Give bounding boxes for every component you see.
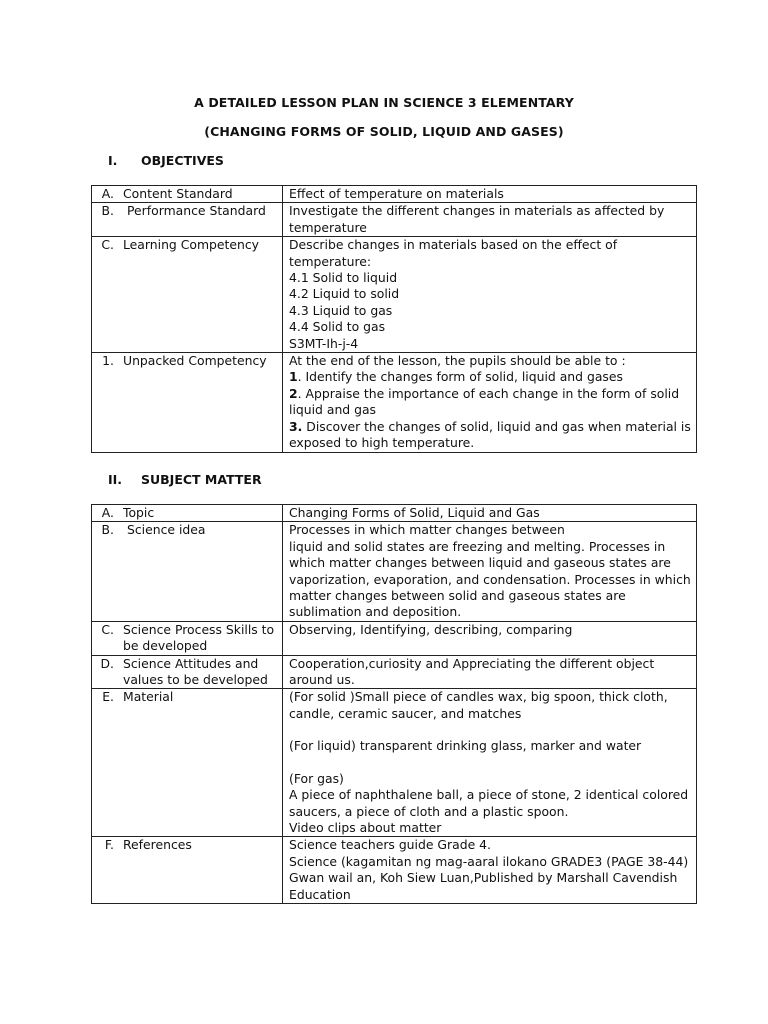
item-number: 1 — [289, 369, 298, 385]
reference-item: Science (kagamitan ng mag-aaral ilokano GRADE3 (PAGE 38-44) — [289, 853, 689, 869]
row-label: Learning Competency — [123, 237, 260, 253]
row-value: Cooperation,curiosity and Appreciating the different object around us. — [283, 655, 697, 689]
row-letter: A. — [101, 505, 114, 520]
table-row — [92, 522, 697, 621]
row-label: Performance Standard — [127, 203, 266, 219]
table-row — [92, 237, 697, 353]
table-row — [92, 837, 697, 904]
section-title: OBJECTIVES — [141, 153, 224, 168]
reference-item: Science teachers guide Grade 4. — [289, 837, 491, 853]
materials-solid: (For solid )Small piece of candles wax, big spoon, thick cloth, candle, ceramic saucer, and matches — [289, 689, 668, 721]
row-letter: A. — [101, 186, 114, 201]
competency-line: 4.1 Solid to liquid — [289, 270, 398, 286]
materials-list — [283, 689, 697, 837]
row-value: Observing, Identifying, describing, comparing — [283, 621, 697, 655]
objectives-table — [91, 185, 697, 453]
competency-line: 4.3 Liquid to gas — [289, 302, 393, 318]
materials-gas: A piece of naphthalene ball, a piece of stone, 2 identical colored saucers, a piece of cloth and a plastic spoon. — [289, 787, 689, 819]
table-row — [92, 621, 697, 655]
table-row — [92, 655, 697, 689]
science-idea-text — [283, 522, 697, 621]
reference-item: Gwan wail an, Koh Siew Luan,Published by Marshall Cavendish Education — [289, 870, 678, 902]
section-title: SUBJECT MATTER — [141, 472, 262, 487]
row-letter: D. — [100, 655, 114, 671]
materials-video: Video clips about matter — [289, 819, 442, 835]
materials-liquid: (For liquid) transparent drinking glass, marker and water — [289, 738, 642, 754]
references-list — [283, 837, 697, 904]
competency-line: Describe changes in materials based on the effect of temperature: — [289, 237, 618, 269]
item-text: . Appraise the importance of each change in the form of solid liquid and gas — [289, 385, 680, 418]
row-letter: F. — [104, 837, 114, 853]
materials-gas-heading: (For gas) — [289, 770, 344, 786]
row-label: Topic — [123, 505, 155, 520]
table-row — [92, 203, 697, 237]
document-title: A DETAILED LESSON PLAN IN SCIENCE 3 ELEMENTARY — [194, 95, 574, 110]
section-number: I. — [108, 153, 118, 168]
item-number: 2 — [289, 385, 298, 401]
competency-code: S3MT-Ih-j-4 — [289, 335, 359, 351]
science-idea-line: Processes in which matter changes between — [289, 522, 565, 538]
subject-matter-table — [91, 504, 697, 904]
list-item — [289, 369, 692, 385]
row-label: Unpacked Competency — [123, 353, 267, 369]
row-label: Content Standard — [123, 186, 233, 201]
row-letter: 1. — [102, 353, 114, 369]
item-number: 3. — [289, 418, 303, 434]
learning-competency-list — [283, 237, 697, 353]
row-label: Science idea — [127, 522, 206, 538]
science-idea-line: liquid and solid states are freezing and melting. Processes in which matter changes between liquid and gaseous states are vaporization, evaporation, and condensation. Processes in which matter changes between solid and gaseous states are sublimation and deposition. — [289, 538, 691, 620]
unpacked-intro: At the end of the lesson, the pupils should be able to : — [289, 353, 626, 369]
table-row — [92, 353, 697, 452]
row-label: Science Process Skills to be developed — [123, 621, 275, 654]
row-letter: B. — [101, 203, 114, 219]
row-letter: C. — [101, 621, 114, 637]
row-value: Effect of temperature on materials — [283, 186, 697, 203]
table-row — [92, 689, 697, 837]
row-value: Investigate the different changes in materials as affected by temperature — [283, 203, 697, 237]
competency-line: 4.2 Liquid to solid — [289, 286, 400, 302]
table-row — [92, 505, 697, 522]
item-text: . Identify the changes form of solid, liquid and gases — [297, 369, 623, 385]
competency-line: 4.4 Solid to gas — [289, 319, 386, 335]
unpacked-competency-list — [283, 353, 697, 452]
list-item — [289, 386, 692, 419]
list-item — [289, 419, 692, 452]
row-label: Material — [123, 689, 174, 705]
document-subtitle: (CHANGING FORMS OF SOLID, LIQUID AND GASES) — [204, 124, 564, 139]
row-value: Changing Forms of Solid, Liquid and Gas — [283, 505, 697, 522]
section-number: II. — [108, 472, 123, 487]
row-letter: E. — [102, 689, 114, 705]
item-text: Discover the changes of solid, liquid and gas when material is exposed to high temperature. — [289, 418, 691, 451]
row-letter: B. — [101, 522, 114, 538]
row-letter: C. — [101, 237, 114, 253]
row-label: References — [123, 837, 192, 853]
table-row — [92, 186, 697, 203]
row-label: Science Attitudes and values to be developed — [123, 655, 268, 688]
